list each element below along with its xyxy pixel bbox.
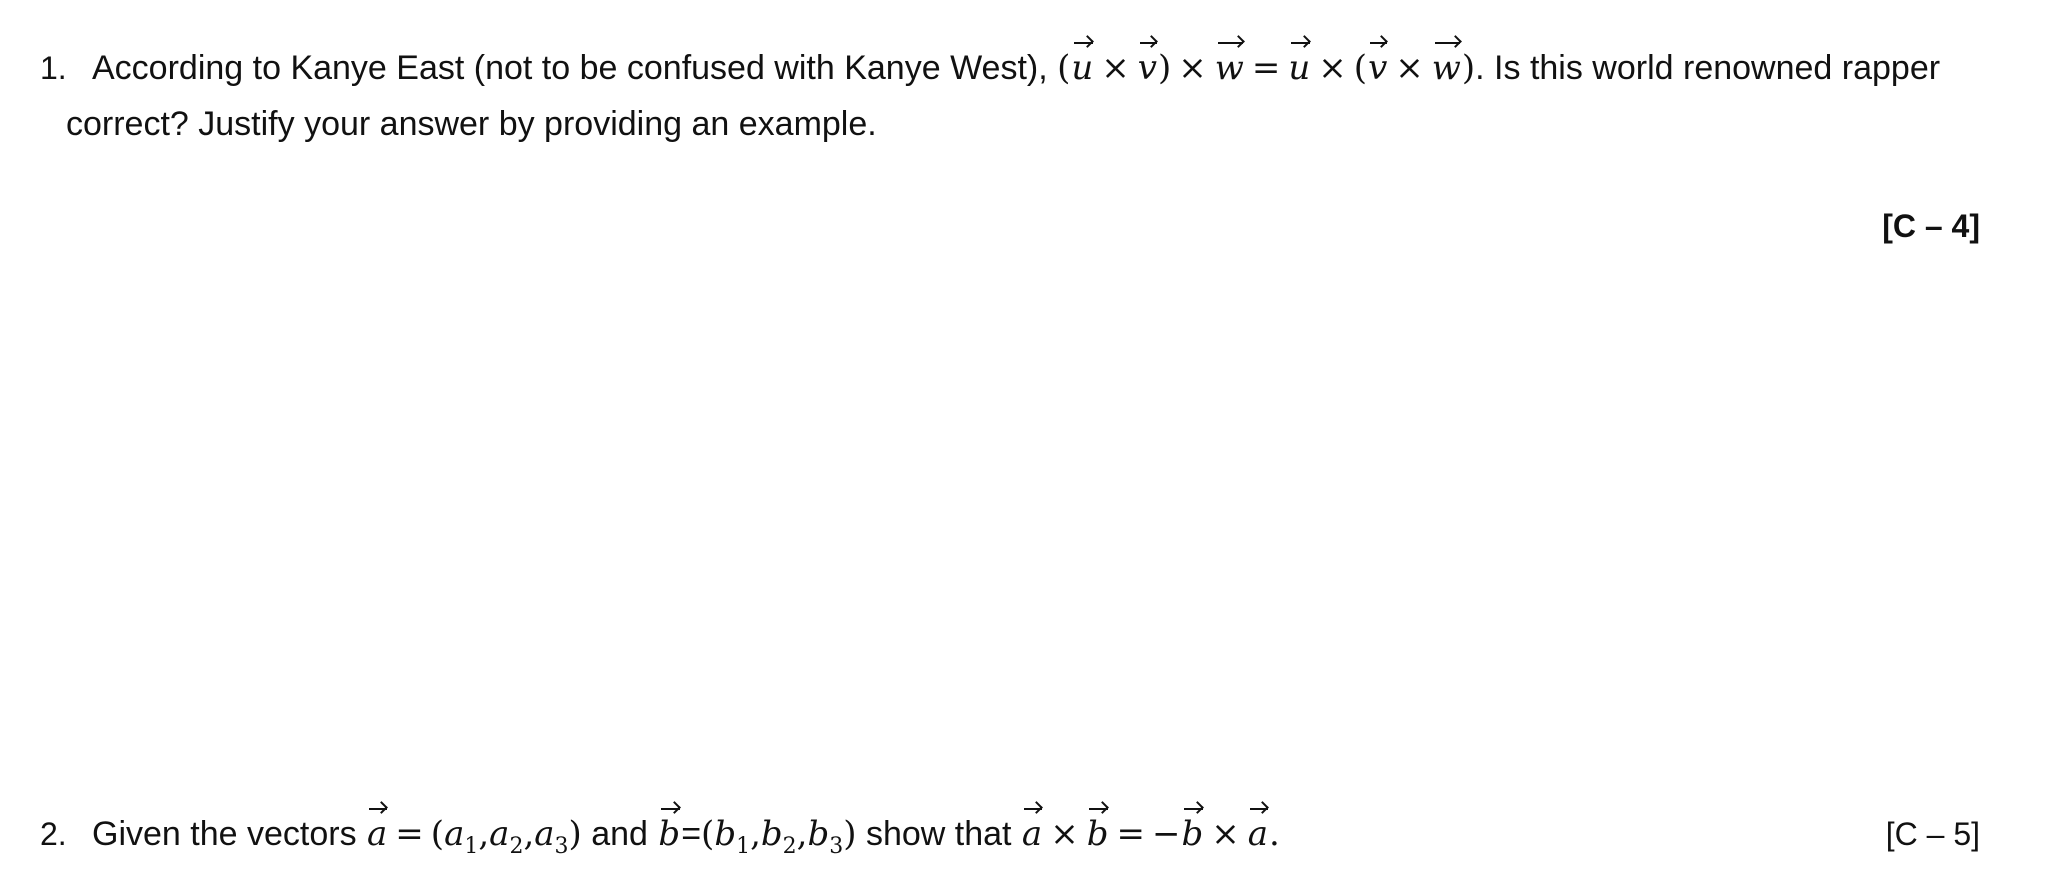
equals-sign: = — [681, 815, 702, 853]
vector-a: a — [366, 806, 388, 862]
vector-b-tuple — [701, 814, 857, 859]
comma: , — [750, 814, 761, 854]
subscript: 3 — [554, 833, 569, 859]
vector-w: w — [1431, 40, 1462, 96]
component-a1: a — [444, 814, 465, 854]
comma: , — [796, 814, 808, 854]
equals-sign: = — [1116, 814, 1145, 854]
paren-open: ( — [1057, 48, 1071, 88]
component-b1: b — [714, 814, 737, 854]
cross-operator: × — [1178, 48, 1207, 88]
vector-v: v — [1137, 40, 1158, 96]
show-that-text: show that — [856, 815, 1021, 853]
comma: , — [478, 814, 490, 854]
vector-u: u — [1070, 40, 1094, 96]
question-prefix: Given the vectors — [92, 815, 367, 853]
question-intro: According to Kanye East (not to be confused with Kanye West), — [92, 49, 1058, 87]
vector-a-definition — [366, 814, 582, 859]
paren-close: ) — [568, 814, 582, 854]
marks-label: [C – 4] — [1882, 208, 1980, 244]
cross-operator: × — [1050, 814, 1079, 854]
paren-open: ( — [701, 814, 715, 854]
period: . — [1269, 814, 1280, 854]
cross-operator: × — [1101, 48, 1130, 88]
subscript: 2 — [782, 833, 797, 859]
subscript: 1 — [736, 833, 751, 859]
paren-open: ( — [1353, 48, 1368, 88]
component-a3: a — [534, 814, 555, 854]
subscript: 2 — [509, 833, 524, 859]
component-b2: b — [760, 814, 783, 854]
question-text — [92, 806, 1280, 875]
vector-b: b — [1086, 806, 1110, 862]
paren-open: ( — [430, 814, 445, 854]
vector-a: a — [1021, 806, 1043, 862]
vector-w: w — [1214, 40, 1245, 96]
vector-b: b — [657, 806, 681, 862]
equals-sign: = — [1251, 48, 1281, 88]
question-text-line-2: correct? Justify your answer by providing an example. — [66, 105, 877, 143]
question-number: 2. — [40, 816, 67, 852]
paren-close: ) — [1461, 48, 1476, 88]
and-word: and — [581, 815, 658, 853]
vector-b: b — [1180, 806, 1204, 862]
vector-v: v — [1367, 40, 1388, 96]
paren-close: ) — [1158, 48, 1172, 88]
minus-sign: − — [1151, 814, 1181, 854]
cross-operator: × — [1318, 48, 1347, 88]
subscript: 1 — [464, 833, 479, 859]
equals-sign: = — [395, 814, 424, 854]
vector-a: a — [1247, 806, 1269, 862]
vector-u: u — [1287, 40, 1311, 96]
cross-operator: × — [1211, 814, 1240, 854]
paren-close: ) — [843, 814, 857, 854]
question-text-after-equation: . Is this world renowned rapper — [1475, 49, 1941, 87]
comma: , — [523, 814, 535, 854]
marks-label: [C – 5] — [1885, 816, 1980, 852]
identity-equation — [1021, 814, 1280, 854]
question-number: 1. — [40, 50, 67, 86]
subscript: 3 — [829, 833, 844, 859]
question-text-line-1 — [92, 40, 1940, 96]
component-b3: b — [807, 814, 830, 854]
component-a2: a — [489, 814, 510, 854]
cross-operator: × — [1395, 48, 1424, 88]
equation — [1057, 48, 1475, 88]
vector-b-definition — [657, 814, 681, 854]
